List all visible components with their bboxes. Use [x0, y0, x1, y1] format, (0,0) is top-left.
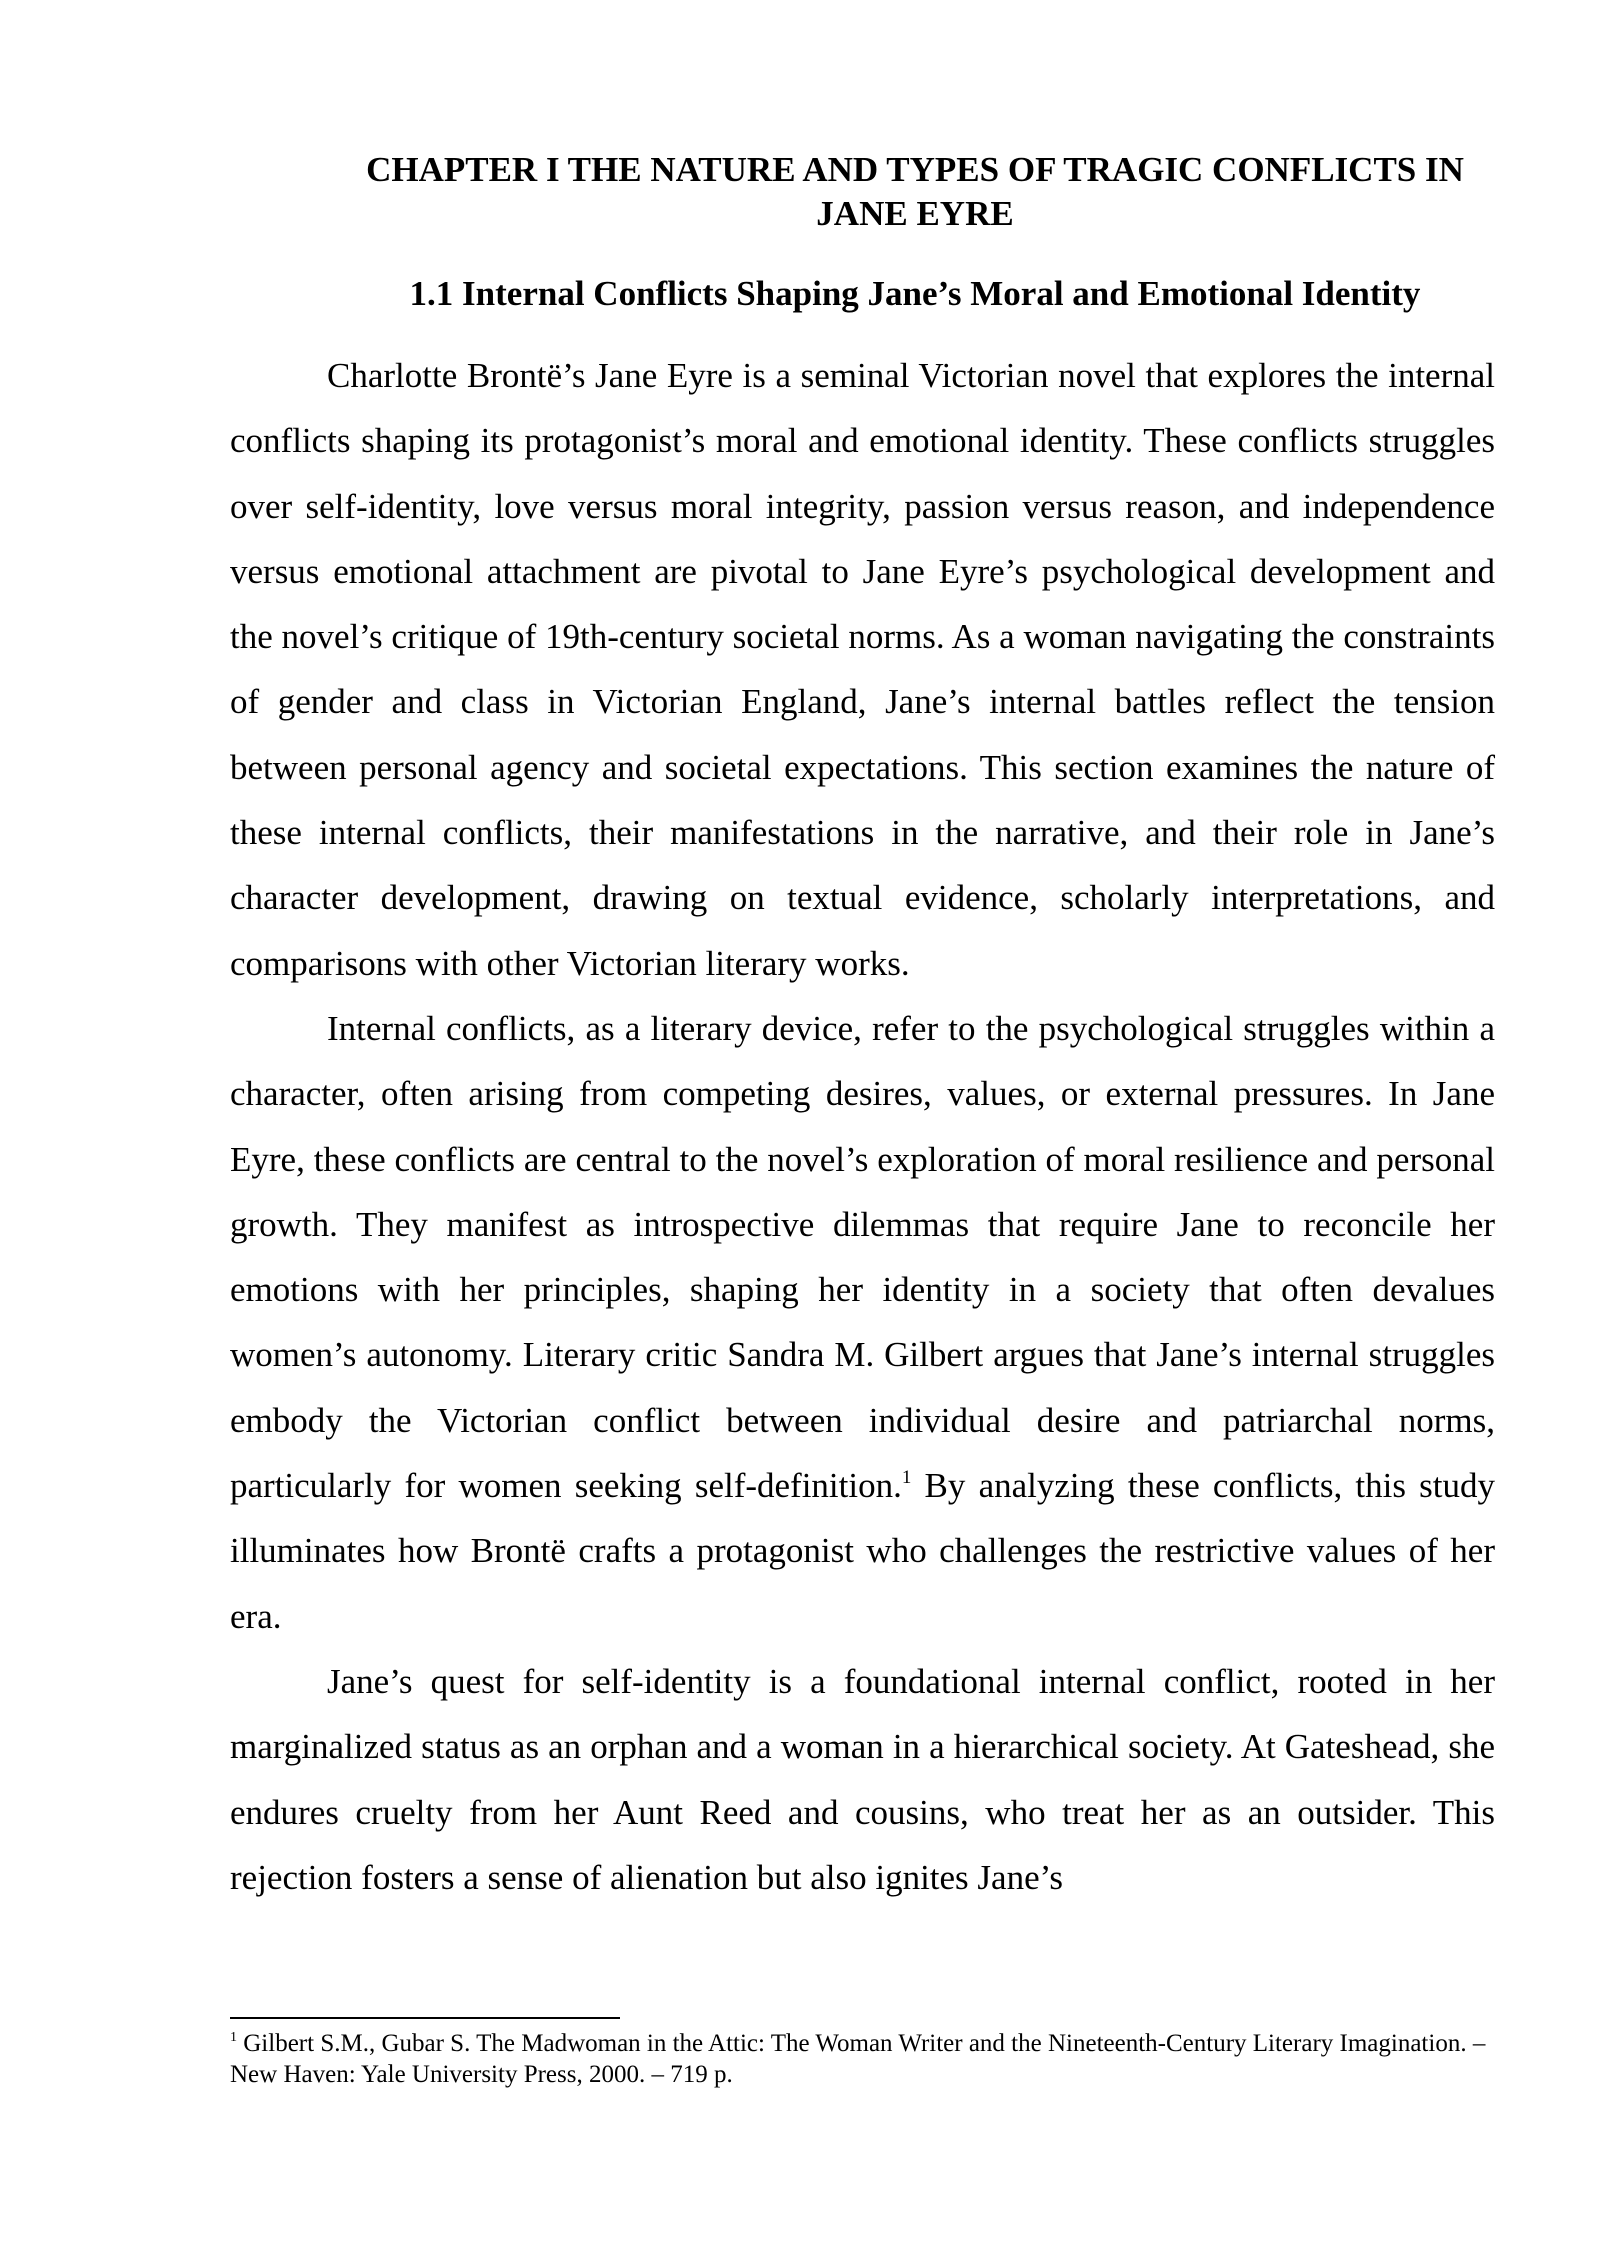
footnote-marker: 1	[230, 2030, 237, 2045]
chapter-title: CHAPTER I THE NATURE AND TYPES OF TRAGIC CONFLICTS IN JANE EYRE	[366, 150, 1464, 233]
paragraph-3: Jane’s quest for self-identity is a foundational internal conflict, rooted in her marginalized status as an orphan and a woman in a hierarchical society. At Gateshead, she endures cruelty from her Aunt Reed and cousins, who treat her as an outsider. This rejection fosters a sense of alienation but also ignites Jane’s	[230, 1661, 1495, 1897]
paragraph-2-text-before-note: Internal conflicts, as a literary device, refer to the psychological struggles within a character, often arising from competing desires, values, or external pressures. In Jane Eyre, these conflicts are central to the novel’s exploration of moral resilience and personal growth. They manifest as introspective dilemmas that require Jane to reconcile her emotions with her principles, shaping her identity in a society that often devalues women’s autonomy. Literary critic Sandra M. Gilbert argues that Jane’s internal struggles embody the Victorian conflict between individual desire and patriarchal norms, particularly for women seeking self-definition.	[230, 1008, 1495, 1506]
footnote-separator	[230, 2017, 620, 2019]
paragraph-1: Charlotte Brontë’s Jane Eyre is a seminal Victorian novel that explores the internal conflicts shaping its protagonist’s moral and emotional identity. These conflicts struggles over self-identity, love versus moral integrity, passion versus reason, and independence versus emotional attachment are pivotal to Jane Eyre’s psychological development and the novel’s critique of 19th-century societal norms. As a woman navigating the constraints of gender and class in Victorian England, Jane’s internal battles reflect the tension between personal agency and societal expectations. This section examines the nature of these internal conflicts, their manifestations in the narrative, and their role in Jane’s character development, drawing on textual evidence, scholarly interpretations, and comparisons with other Victorian literary works.	[230, 356, 1495, 983]
footnote-text: Gilbert S.M., Gubar S. The Madwoman in the Attic: The Woman Writer and the Nineteenth-Century Literary Imagination. – New Haven: Yale University Press, 2000. – 719 p.	[230, 2030, 1486, 2088]
footnote	[230, 2028, 1495, 2090]
paragraph-2	[230, 996, 1495, 1649]
section-title: 1.1 Internal Conflicts Shaping Jane’s Moral and Emotional Identity	[409, 274, 1421, 313]
body-text	[230, 343, 1495, 1910]
paragraph-2-text-after-note: By analyzing these conflicts, this study illuminates how Brontë crafts a protagonist who challenges the restrictive values of her era.	[230, 1466, 1495, 1636]
footnote-reference[interactable]: 1	[901, 1467, 912, 1489]
